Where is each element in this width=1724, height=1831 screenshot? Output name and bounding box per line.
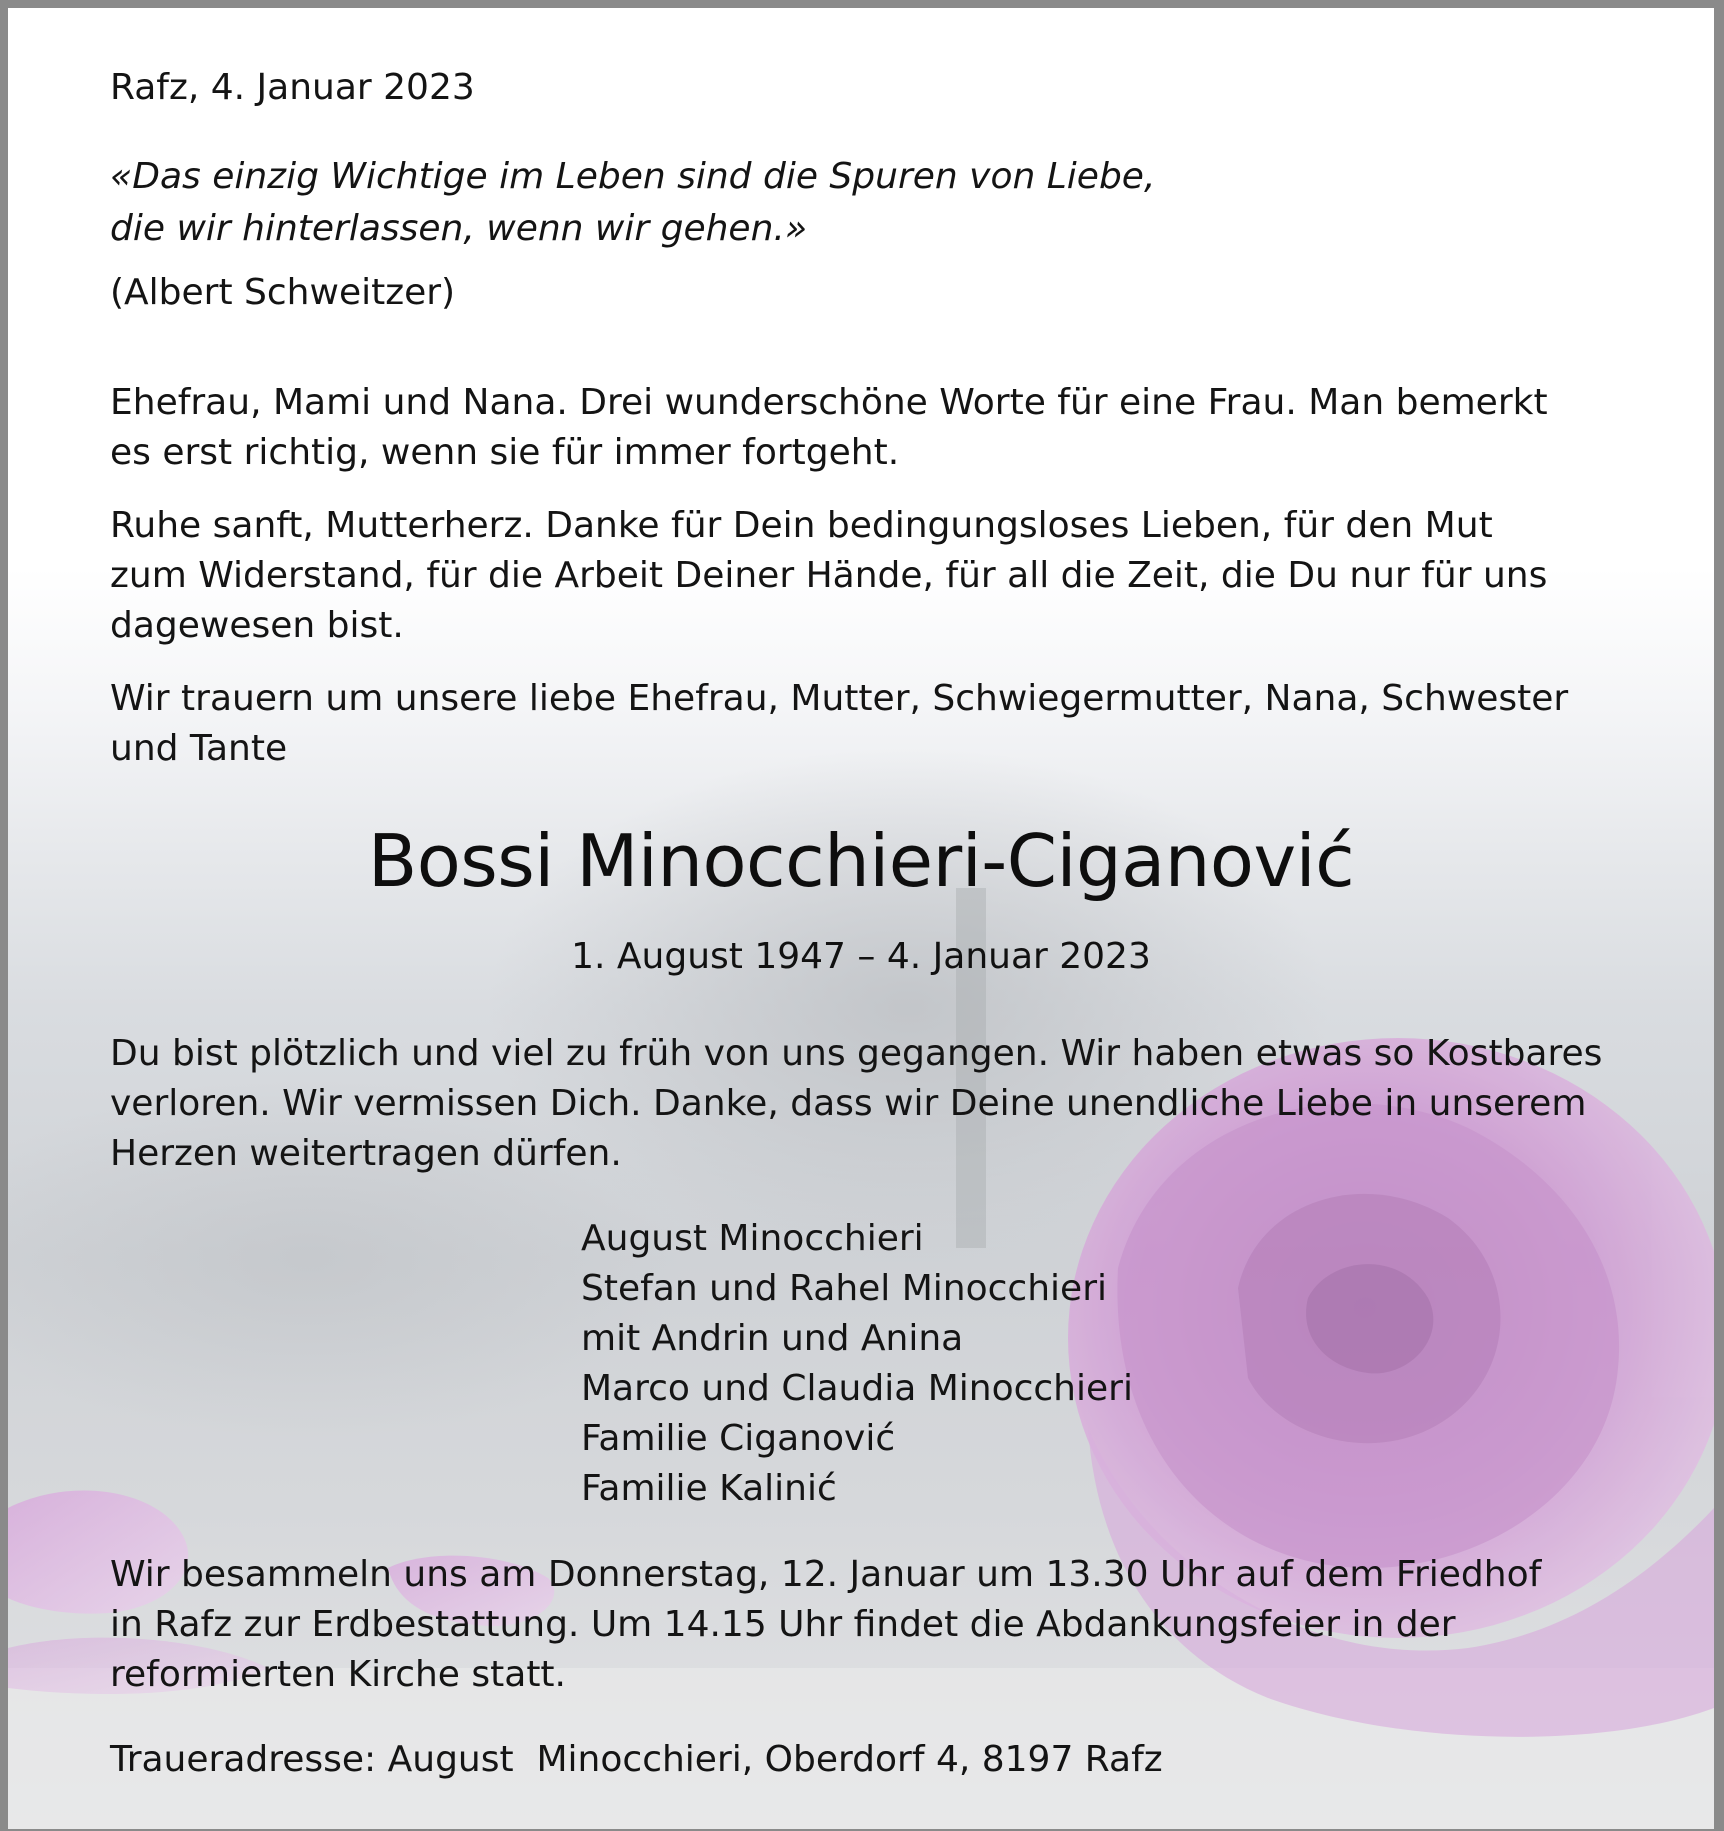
paragraph-3-line: und Tante (110, 728, 288, 769)
paragraph-2-line: Ruhe sanft, Mutterherz. Danke für Dein bedingungsloses Lieben, für den Mut (110, 505, 1493, 546)
paragraph-3-line: Wir trauern um unsere liebe Ehefrau, Mutter, Schwiegermutter, Nana, Schwester (110, 678, 1569, 719)
mourner-name: mit Andrin und Anina (581, 1318, 964, 1359)
paragraph-2-line: dagewesen bist. (110, 605, 404, 646)
mourning-address: Traueradresse: August Minocchieri, Oberdorf 4, 8197 Rafz (110, 1739, 1163, 1780)
obituary-text (8, 8, 1714, 1829)
paragraph-5-line: in Rafz zur Erdbestattung. Um 14.15 Uhr findet die Abdankungsfeier in der (110, 1604, 1456, 1645)
mourner-name: Familie Ciganović (581, 1418, 896, 1459)
quote-author: (Albert Schweitzer) (110, 272, 456, 313)
obituary-card (8, 8, 1714, 1829)
quote-line-2: die wir hinterlassen, wenn wir gehen.» (110, 208, 808, 249)
quote-line-1: «Das einzig Wichtige im Leben sind die Spuren von Liebe, (110, 156, 1156, 197)
deceased-name: Bossi Minocchieri-Ciganović (367, 819, 1355, 903)
paragraph-4-line: verloren. Wir vermissen Dich. Danke, dass wir Deine unendliche Liebe in unserem (110, 1083, 1587, 1124)
mourner-name: Familie Kalinić (581, 1468, 837, 1509)
paragraph-2-line: zum Widerstand, für die Arbeit Deiner Hände, für all die Zeit, die Du nur für uns (110, 555, 1548, 596)
mourner-name: Marco und Claudia Minocchieri (581, 1368, 1133, 1409)
mourner-name: August Minocchieri (581, 1218, 924, 1259)
paragraph-1-line: es erst richtig, wenn sie für immer fortgeht. (110, 432, 900, 473)
paragraph-4-line: Herzen weitertragen dürfen. (110, 1133, 622, 1174)
life-dates: 1. August 1947 – 4. Januar 2023 (571, 936, 1151, 977)
paragraph-4-line: Du bist plötzlich und viel zu früh von uns gegangen. Wir haben etwas so Kostbares (110, 1033, 1603, 1074)
paragraph-1-line: Ehefrau, Mami und Nana. Drei wunderschöne Worte für eine Frau. Man bemerkt (110, 382, 1548, 423)
paragraph-5-line: Wir besammeln uns am Donnerstag, 12. Januar um 13.30 Uhr auf dem Friedhof (110, 1554, 1542, 1595)
paragraph-5-line: reformierten Kirche statt. (110, 1654, 566, 1695)
place-date: Rafz, 4. Januar 2023 (110, 67, 475, 108)
mourner-name: Stefan und Rahel Minocchieri (581, 1268, 1107, 1309)
